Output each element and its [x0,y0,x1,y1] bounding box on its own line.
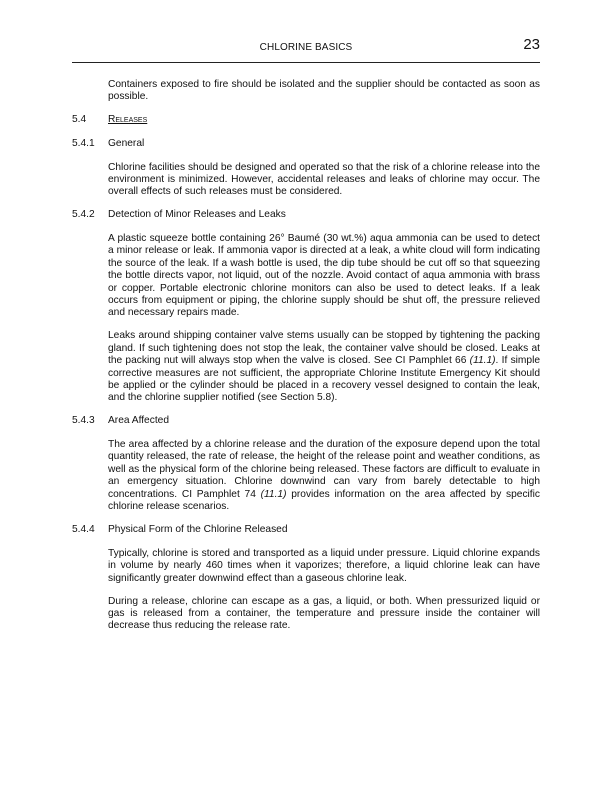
paragraph: A plastic squeeze bottle containing 26° Baumé (30 wt.%) aqua ammonia can be used to detect a minor release or leak. If ammonia vapor is directed at a leak, a white cloud will form indicating the source of the leak. If a wash bottle is used, the dip tube should be cut off so that squeezing the bottle directs vapor, not liquid, out of the nozzle. Avoid contact of aqua ammonia with brass or copper. Portable electronic chlorine monitors can also be used to detect leaks. If a leak occurs from equipment or piping, the chlorine supply should be shut off, the pressure relieved and necessary repairs made. [108,233,540,319]
section-title: General [108,138,145,149]
text-run: The area affected by a chlorine release and the duration of the exposure depend upon the total quantity released, the rate of release, the height of the release point and weather conditions, as well as the physical form of the chlorine being released. These factors are difficult to evaluate in an emergency situation. Chlorine downwind can vary from barely detectable to high concentrations. CI Pamphlet 74 [108,439,540,500]
page-header [72,36,540,63]
page-body [72,79,540,643]
paragraph [108,330,540,404]
section-number: 5.4.3 [72,415,95,427]
paragraph [108,439,540,513]
section-heading-5-4-2 [72,209,540,221]
section-title: Releases [108,114,148,126]
page-number: 23 [523,36,540,53]
section-heading-5-4-3 [72,415,540,427]
paragraph: Chlorine facilities should be designed and operated so that the risk of a chlorine release into the environment is minimized. However, accidental releases and leaks of chlorine may occur. The overall effects of such releases must be considered. [108,161,540,198]
reference-citation: (11.1) [469,355,496,367]
running-title: CHLORINE BASICS [259,42,353,53]
paragraph: During a release, chlorine can escape as a gas, a liquid, or both. When pressurized liquid or gas is released from a container, the temperature and pressure inside the container will decrease thus reducing the release rate. [108,595,540,632]
text-run: Leaks around shipping container valve stems usually can be stopped by tightening the packing gland. If such tightening does not stop the leak, the container valve should be closed. Leaks at the packing nut will always stop when the valve is closed. See CI Pamphlet 66 [108,330,540,367]
section-title: Detection of Minor Releases and Leaks [108,209,286,221]
section-heading-5-4-1 [72,138,540,150]
intro-paragraph: Containers exposed to fire should be isolated and the supplier should be contacted as soon as possible. [108,79,540,103]
text-run: . If simple corrective measures are not sufficient, the appropriate Chlorine Institute Emergency Kit should be applied or the cylinder should be placed in a recovery vessel designed to contain the leak, and the chlorine supplier notified (see Section 5.8). [108,355,541,404]
paragraph: Typically, chlorine is stored and transported as a liquid under pressure. Liquid chlorine expands in volume by nearly 460 times when it vaporizes; therefore, a liquid chlorine leak can have significantly greater downwind effect than a gaseous chlorine leak. [108,547,540,584]
section-number: 5.4.4 [72,524,95,536]
section-heading-5-4-4 [72,524,540,536]
section-number: 5.4 [72,114,87,126]
text-run: provides information on the area affected by specific chlorine release scenarios. [108,488,540,513]
reference-citation: (11.1) [260,488,287,500]
section-title: Physical Form of the Chlorine Released [108,524,288,536]
section-title: Area Affected [108,415,169,427]
section-number: 5.4.1 [72,138,95,149]
section-heading-5-4 [72,114,540,126]
section-number: 5.4.2 [72,209,95,221]
